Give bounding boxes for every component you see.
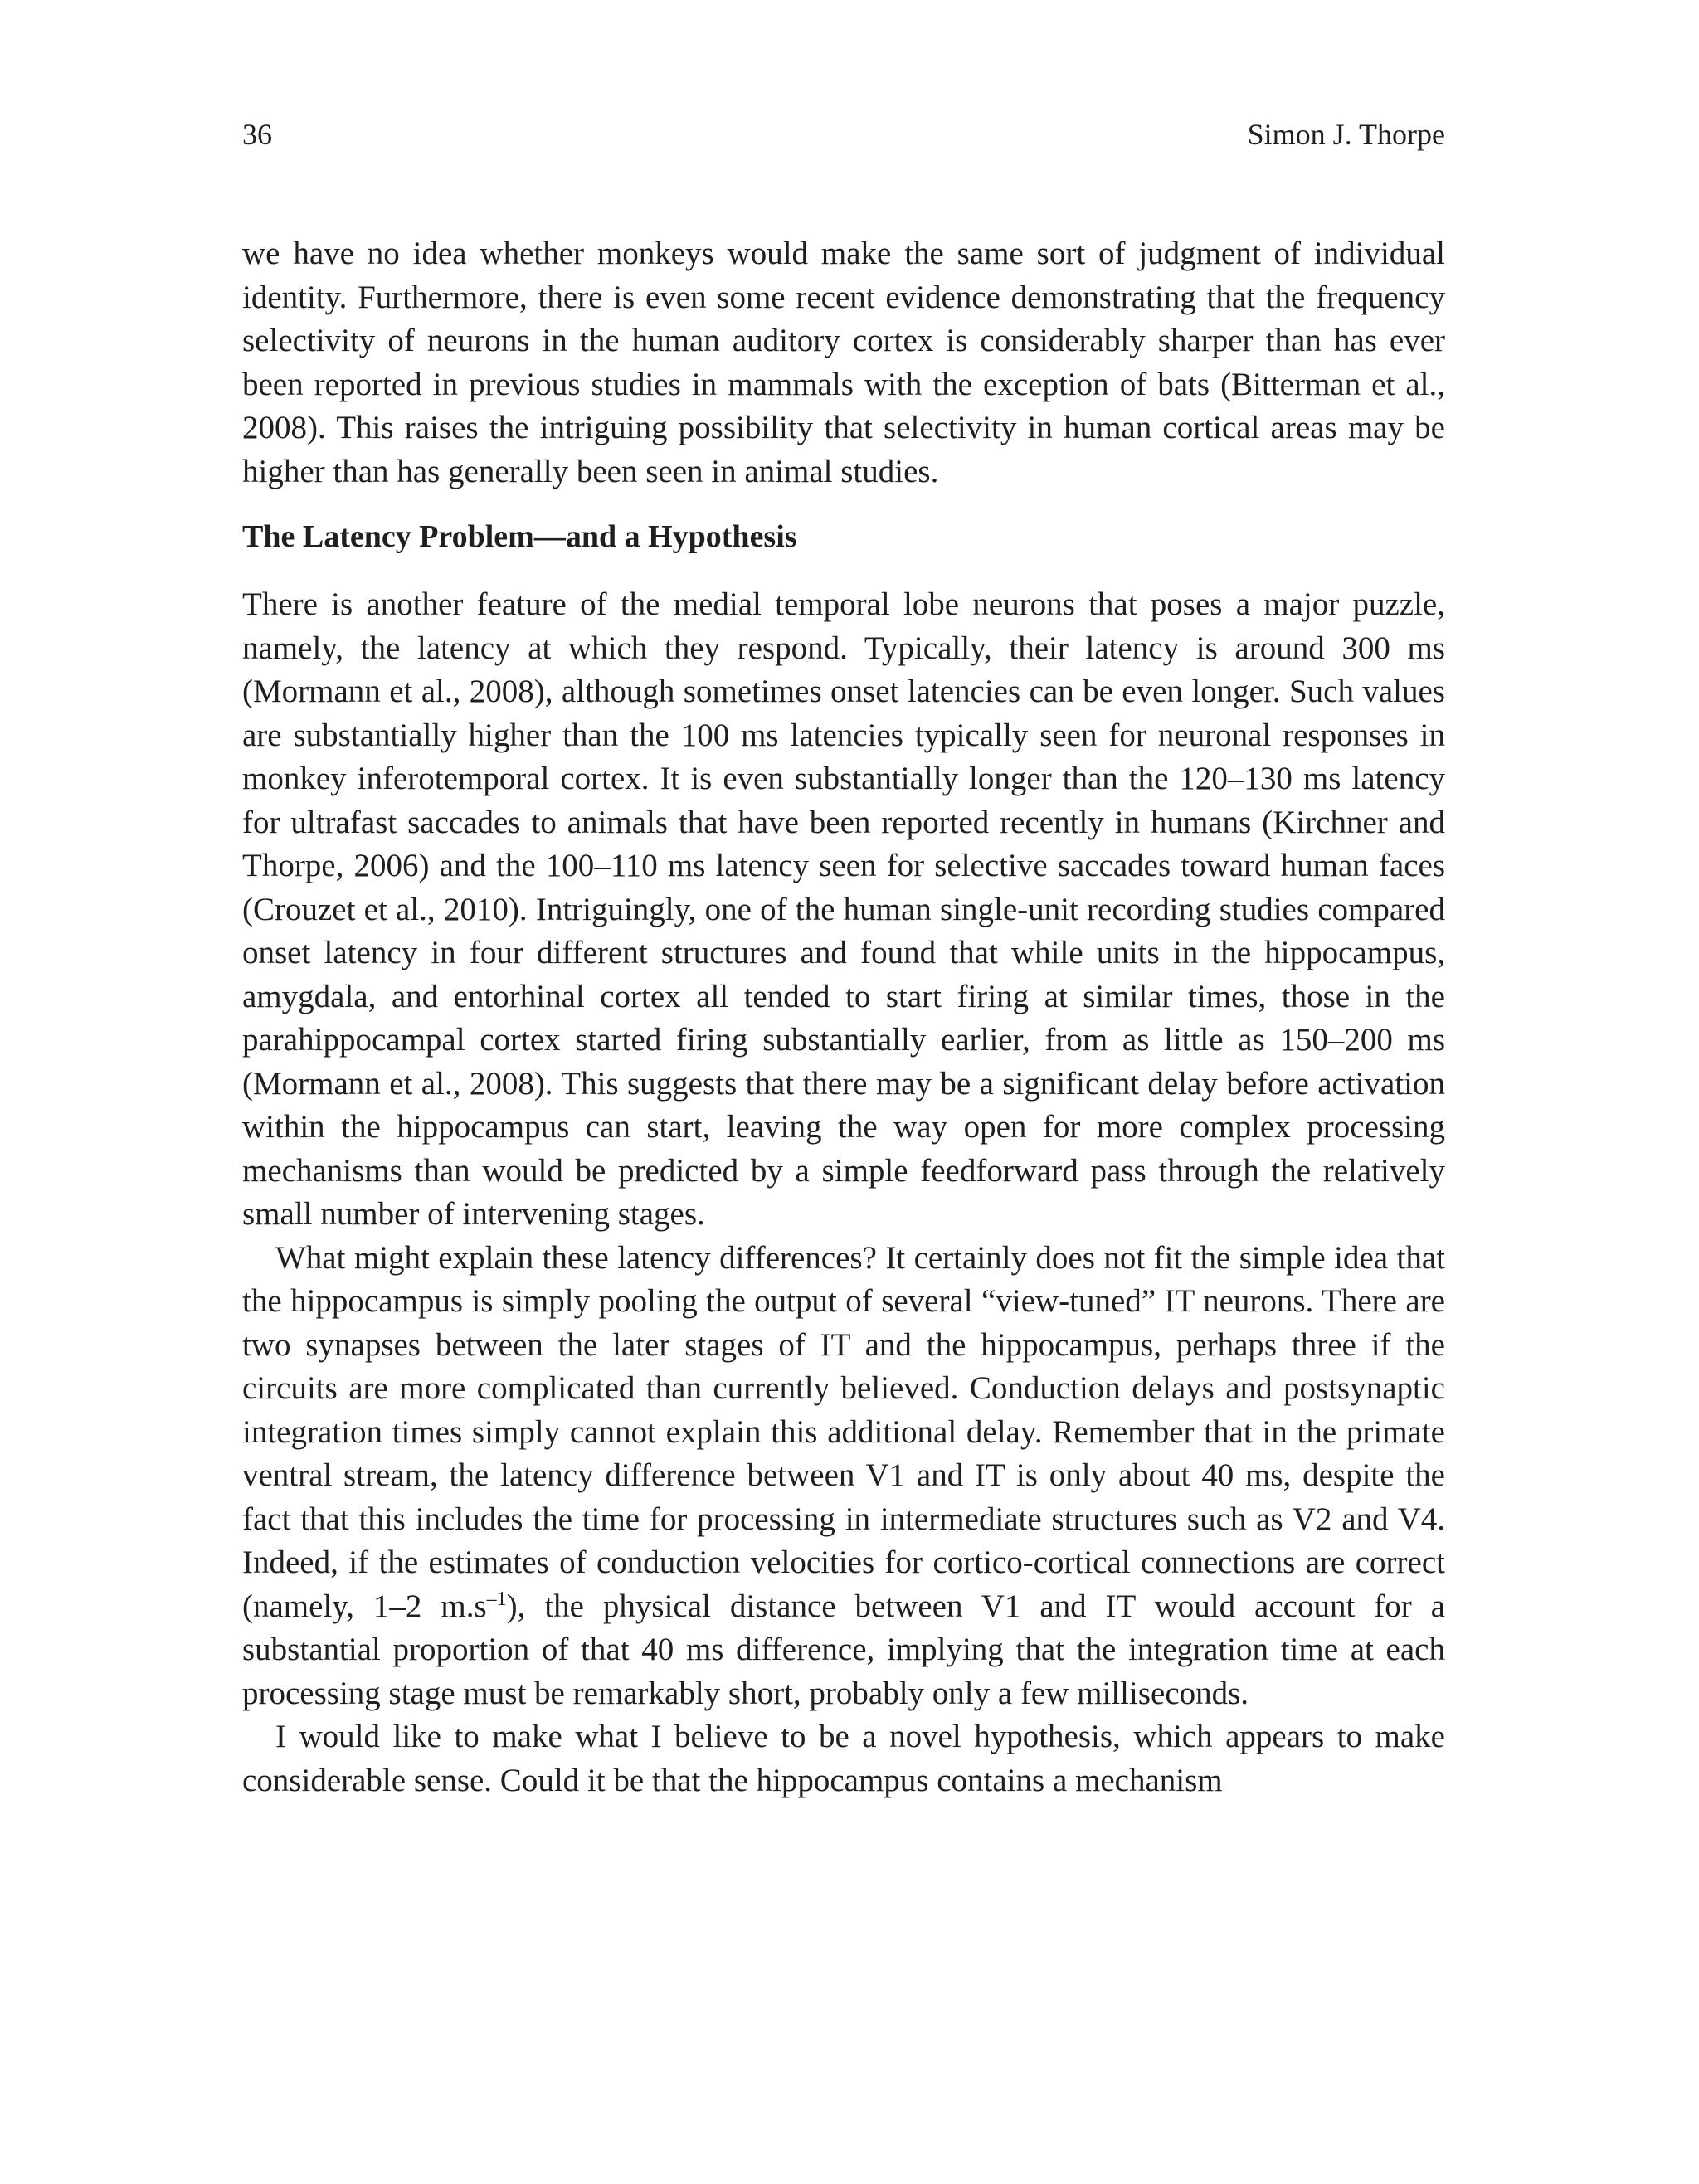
paragraph-1: we have no idea whether monkeys would make the same sort of judgment of individual identity. Furthermore, there is even some recent evidence demonstrating that the frequency selectivity of neurons in the human auditory cortex is considerably sharper than has ever been reported in previous studies in mammals with the exception of bats (Bitterman et al., 2008). This raises the intriguing possibility that selectivity in human cortical areas may be higher than has generally been seen in animal studies. — [242, 236, 1445, 489]
page-number: 36 — [242, 118, 272, 151]
paragraph-4: I would like to make what I believe to be a novel hypothesis, which appears to make considerable sense. Could it be that the hippocampus contains a mechanism — [242, 1719, 1445, 1798]
superscript-exponent: –1 — [486, 1588, 507, 1610]
paragraph-2: There is another feature of the medial temporal lobe neurons that poses a major puzzle, namely, the latency at which they respond. Typically, their latency is around 300 ms (Mormann et al., 2008), although sometimes onset latencies can be even longer. Such values are substantially higher than the 100 ms latencies typically seen for neuronal responses in monkey inferotemporal cortex. It is even substantially longer than the 120–130 ms latency for ultrafast saccades to animals that have been reported recently in humans (Kirchner and Thorpe, 2006) and the 100–110 ms latency seen for selective saccades toward human faces (Crouzet et al., 2010). Intriguingly, one of the human single-unit recording studies compared onset latency in four different structures and found that while units in the hippocampus, amygdala, and entorhinal cortex all tended to start firing at similar times, those in the parahippocampal cortex started firing substantially earlier, from as little as 150–200 ms (Mormann et al., 2008). This suggests that there may be a significant delay before activation within the hippocampus can start, leaving the way open for more complex processing mechanisms than would be predicted by a simple feedforward pass through the relatively small number of intervening stages. — [242, 586, 1445, 1232]
body-text — [242, 232, 1445, 1802]
paragraph-3 — [242, 1237, 1445, 1716]
paragraph-3-text-b: ), the physical distance between V1 and IT would account for a substantial proportion of that 40 ms difference, implying that the integration time at each processing stage must be remarkably short, probably only a few milliseconds. — [242, 1588, 1445, 1711]
running-head — [242, 114, 1445, 154]
section-heading: The Latency Problem—and a Hypothesis — [242, 519, 797, 554]
running-head-author: Simon J. Thorpe — [1247, 118, 1445, 151]
paragraph-3-text-a: What might explain these latency differences? It certainly does not fit the simple idea that the hippocampus is simply pooling the output of several “view-tuned” IT neurons. There are two synapses between the later stages of IT and the hippocampus, perhaps three if the circuits are more complicated than currently believed. Conduction delays and postsynaptic integration times simply cannot explain this additional delay. Remember that in the primate ventral stream, the latency difference between V1 and IT is only about 40 ms, despite the fact that this includes the time for processing in intermediate structures such as V2 and V4. Indeed, if the estimates of conduction velocities for cortico-cortical connections are correct (namely, 1–2 m.s — [242, 1239, 1445, 1624]
